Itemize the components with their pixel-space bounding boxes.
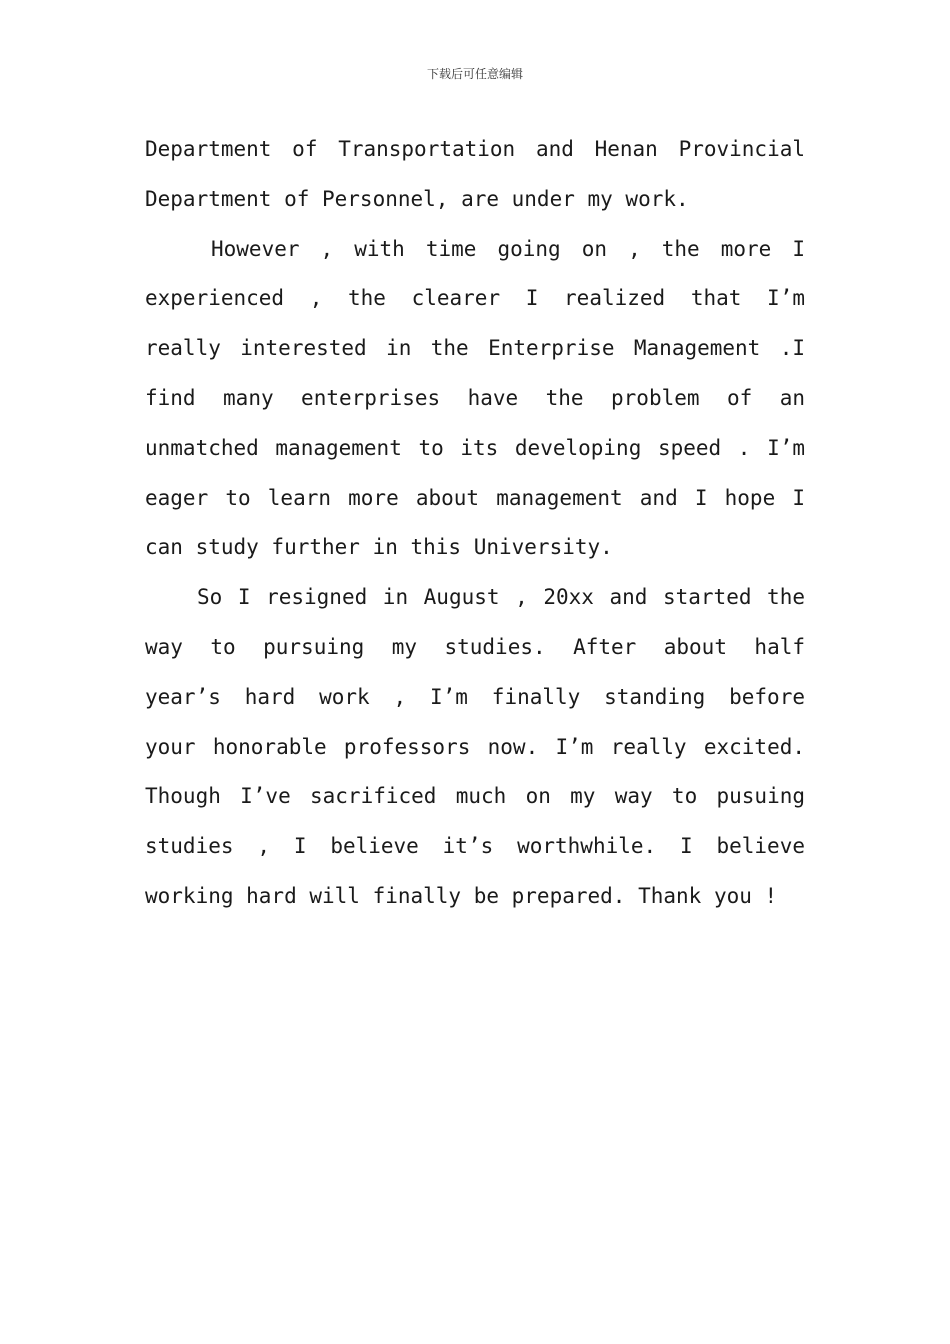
text-line: unmatched management to its developing speed . I’m bbox=[145, 435, 805, 460]
text-line: way to pursuing my studies. After about half bbox=[145, 634, 805, 659]
text-line: really interested in the Enterprise Management .I bbox=[145, 336, 805, 361]
text-line: find many enterprises have the problem of an bbox=[145, 385, 805, 410]
text-line: However , with time going on , the more I bbox=[211, 236, 805, 261]
text-line: working hard will finally be prepared. Thank you ! bbox=[145, 883, 778, 908]
text-line: can study further in this University. bbox=[145, 535, 613, 560]
text-line: Department of Transportation and Henan Provincial bbox=[145, 137, 805, 161]
text-line: Department of Personnel, are under my work. bbox=[145, 186, 689, 211]
text-line: eager to learn more about management and I hope I bbox=[145, 485, 805, 510]
page-header: 下载后可任意编辑 bbox=[426, 67, 523, 81]
text-line: So I resigned in August , 20xx and started the bbox=[197, 585, 805, 610]
text-line: year’s hard work , I’m finally standing before bbox=[145, 684, 805, 709]
text-line: studies , I believe it’s worthwhile. I believe bbox=[145, 834, 805, 859]
text-line: your honorable professors now. I’m really excited. bbox=[145, 734, 805, 759]
document-body bbox=[145, 125, 805, 922]
text-line: Though I’ve sacrificed much on my way to pusuing bbox=[145, 784, 805, 809]
text-line: experienced , the clearer I realized that I’m bbox=[145, 286, 805, 311]
